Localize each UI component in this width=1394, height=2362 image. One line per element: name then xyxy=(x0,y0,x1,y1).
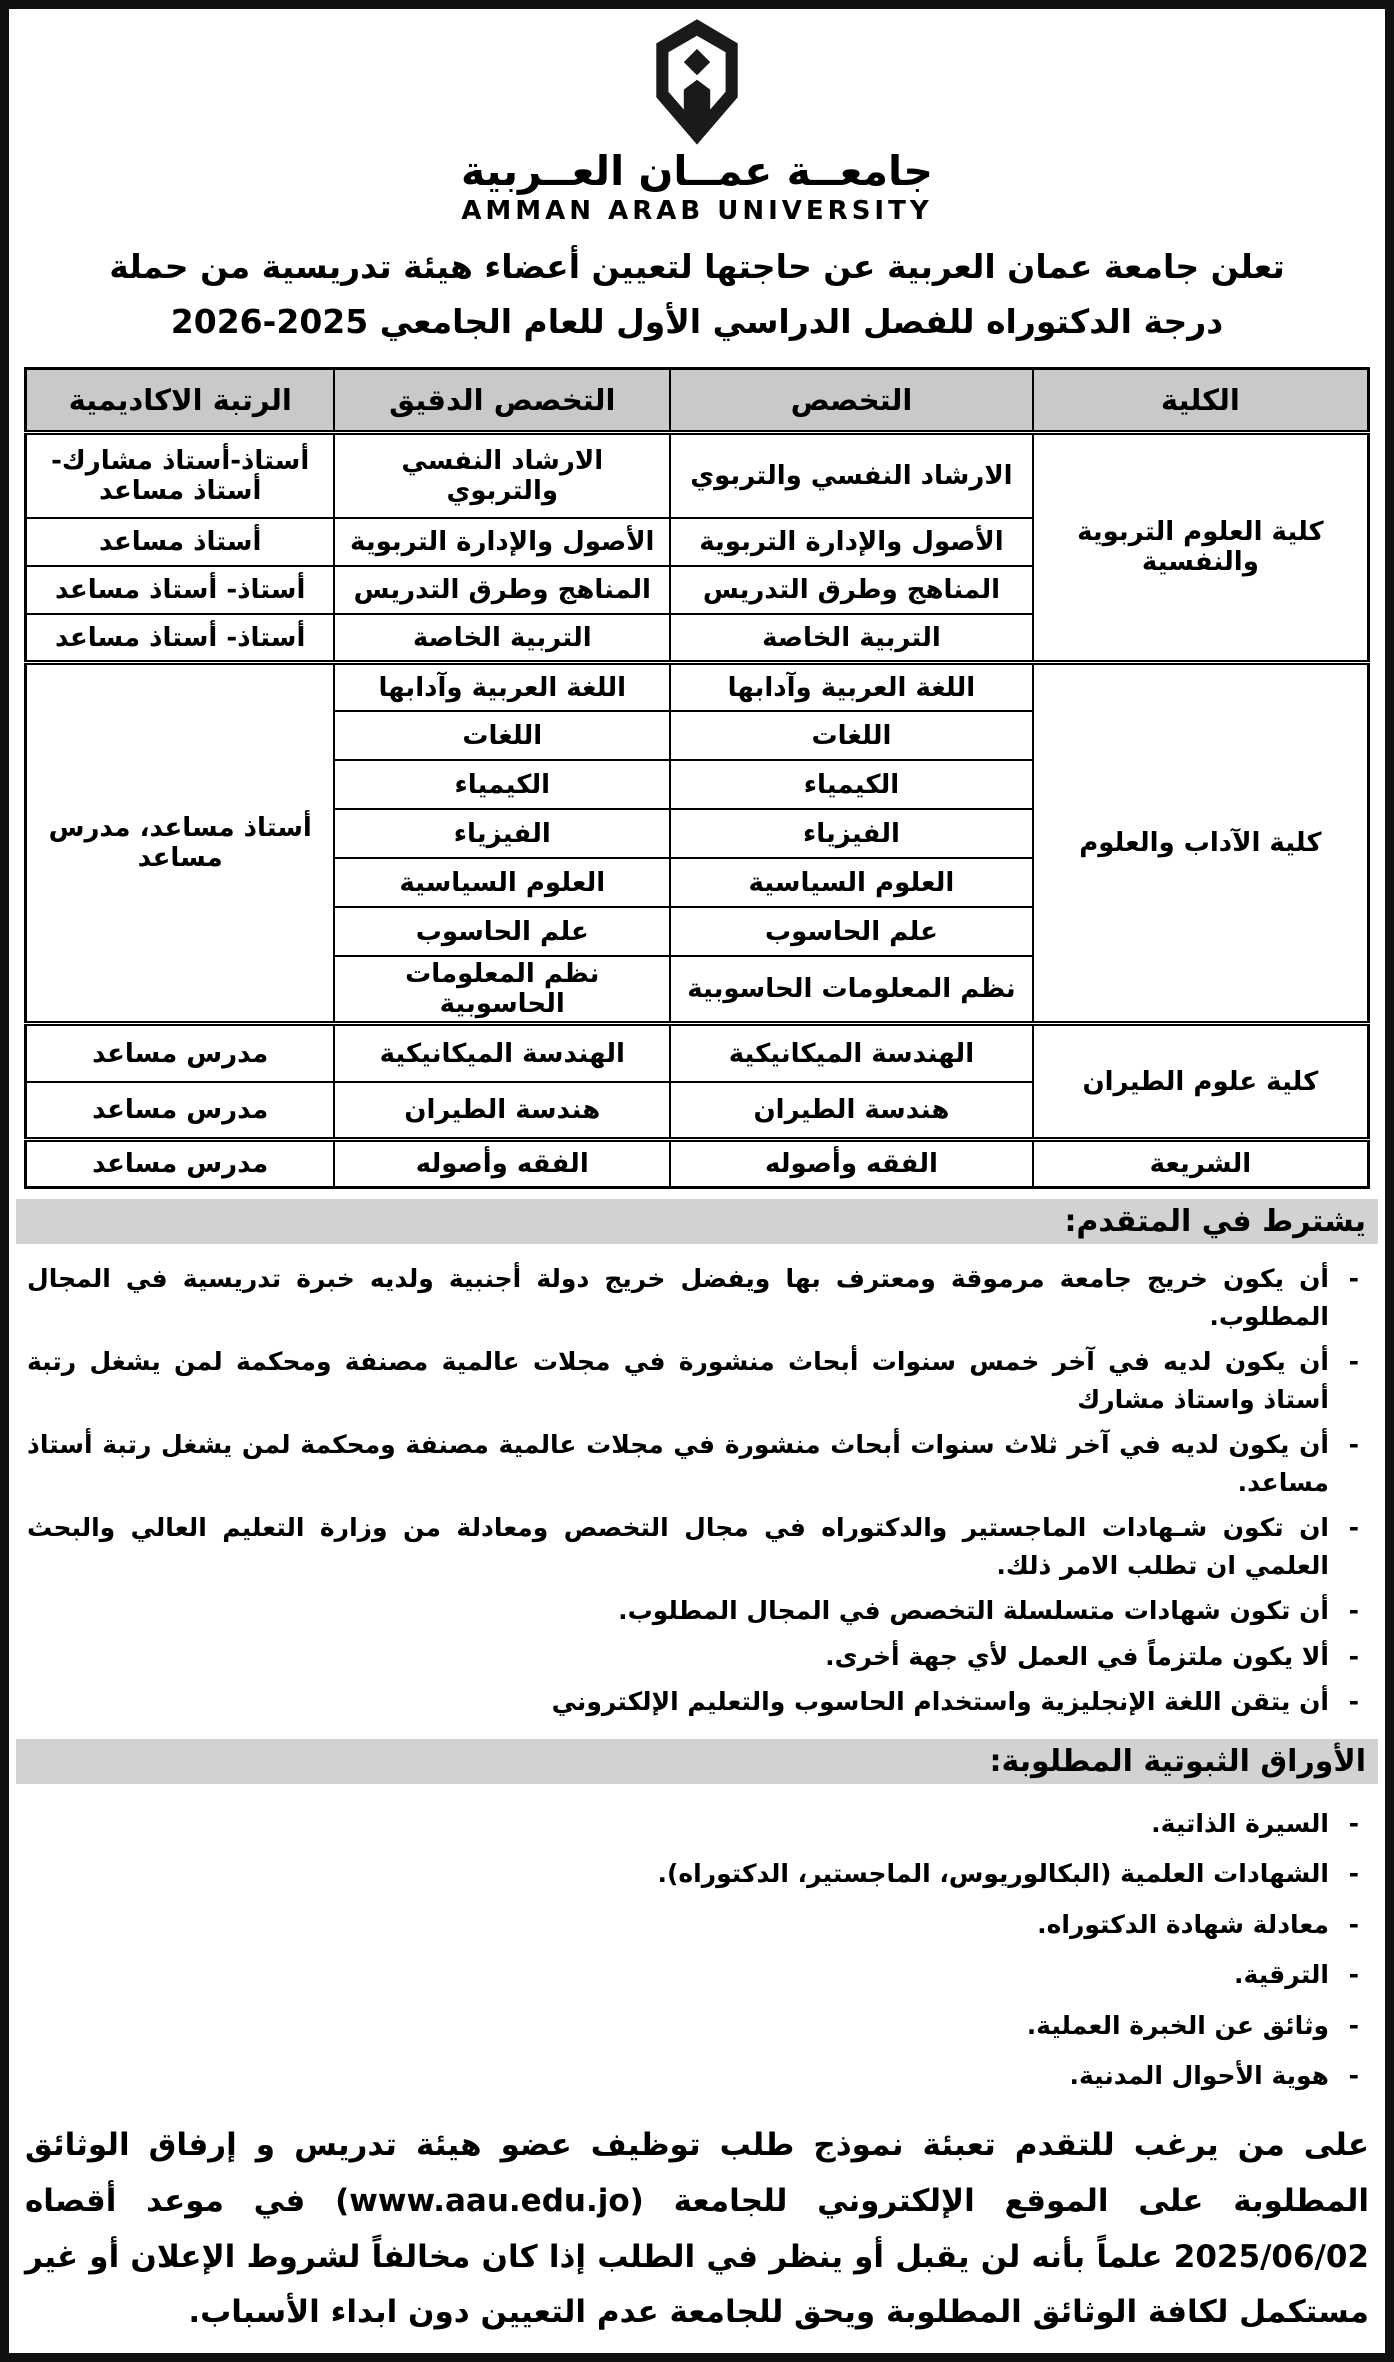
vacancies-table xyxy=(24,367,1370,1190)
document-item: - السيرة الذاتية. xyxy=(21,1805,1373,1843)
cell-specialization: اللغة العربية وآدابها xyxy=(670,662,1033,711)
cell-college: الشريعة xyxy=(1033,1140,1369,1188)
requirement-item: - أن تكون شهادات متسلسلة التخصص في المجال المطلوب. xyxy=(21,1592,1373,1630)
cell-rank: أستاذ- أستاذ مساعد xyxy=(26,566,335,614)
cell-precise: اللغات xyxy=(334,711,670,760)
cell-rank: أستاذ- أستاذ مساعد xyxy=(26,614,335,662)
cell-specialization: هندسة الطيران xyxy=(670,1082,1033,1140)
document-item: - الشهادات العلمية (البكالوريوس، الماجستير، الدكتوراه). xyxy=(21,1855,1373,1893)
application-instructions xyxy=(25,2118,1369,2341)
cell-rank: مدرس مساعد xyxy=(26,1082,335,1140)
cell-specialization: الهندسة الميكانيكية xyxy=(670,1024,1033,1082)
university-name-arabic: جامعــة عمــان العــربية xyxy=(461,147,933,195)
closing-text-before: على من يرغب للتقدم تعبئة نموذج طلب توظيف عضو هيئة تدريس و إرفاق الوثائق المطلوبة على الموقع الإلكتروني للجامعة ( xyxy=(25,2126,1369,2219)
documents-heading: الأوراق الثبوتية المطلوبة: xyxy=(16,1739,1378,1784)
cell-specialization: الكيمياء xyxy=(670,760,1033,809)
requirement-item: - أن يكون لديه في آخر خمس سنوات أبحاث منشورة في مجلات عالمية مصنفة ومحكمة لمن يشغل رتبة أستاذ واستاذ مشارك xyxy=(21,1343,1373,1418)
cell-precise: الفيزياء xyxy=(334,809,670,858)
cell-precise: الكيمياء xyxy=(334,760,670,809)
university-website-link[interactable]: www.aau.edu.jo xyxy=(349,2182,630,2219)
announcement-title: تعلن جامعة عمان العربية عن حاجتها لتعيين أعضاء هيئة تدريسية من حملة درجة الدكتوراه للفصل الدراسي الأول للعام الجامعي 2025-2026 xyxy=(109,247,1285,341)
cell-rank: مدرس مساعد xyxy=(26,1140,335,1188)
cell-precise: اللغة العربية وآدابها xyxy=(334,662,670,711)
header-precise-specialization: التخصص الدقيق xyxy=(334,368,670,432)
requirements-heading: يشترط في المتقدم: xyxy=(16,1199,1378,1244)
table-row xyxy=(26,1140,1369,1188)
document-item: - الترقية. xyxy=(21,1956,1373,1994)
header-specialization: التخصص xyxy=(670,368,1033,432)
cell-specialization: الفقه وأصوله xyxy=(670,1140,1033,1188)
cell-rank: مدرس مساعد xyxy=(26,1024,335,1082)
cell-specialization: علم الحاسوب xyxy=(670,907,1033,956)
cell-specialization: الارشاد النفسي والتربوي xyxy=(670,432,1033,518)
cell-precise: هندسة الطيران xyxy=(334,1082,670,1140)
cell-precise: علم الحاسوب xyxy=(334,907,670,956)
cell-college: كلية علوم الطيران xyxy=(1033,1024,1369,1140)
document-item: - هوية الأحوال المدنية. xyxy=(21,2057,1373,2095)
cell-precise: الارشاد النفسي والتربوي xyxy=(334,432,670,518)
university-header xyxy=(9,9,1385,226)
table-row xyxy=(26,432,1369,518)
cell-precise: المناهج وطرق التدريس xyxy=(334,566,670,614)
cell-specialization: الفيزياء xyxy=(670,809,1033,858)
accreditation-footer xyxy=(9,2353,1385,2362)
document-item: - معادلة شهادة الدكتوراه. xyxy=(21,1906,1373,1944)
cell-precise: العلوم السياسية xyxy=(334,858,670,907)
header-college: الكلية xyxy=(1033,368,1369,432)
closing-text-after: ) في موعد أقصاه 2025/06/02 علماً بأنه لن يقبل أو ينظر في الطلب إذا كان مخالفاً لشروط الإعلان أو غير مستكمل لكافة الوثائق المطلوبة ويحق للجامعة عدم التعيين دون ابداء الأسباب. xyxy=(25,2182,1369,2331)
header-rank: الرتبة الاكاديمية xyxy=(26,368,335,432)
cell-specialization: التربية الخاصة xyxy=(670,614,1033,662)
cell-college: كلية العلوم التربوية والنفسية xyxy=(1033,432,1369,662)
requirement-item: - أن يتقن اللغة الإنجليزية واستخدام الحاسوب والتعليم الإلكتروني xyxy=(21,1683,1373,1721)
cell-precise: الأصول والإدارة التربوية xyxy=(334,518,670,566)
requirement-item: - ان تكون شـهادات الماجستير والدكتوراه في مجال التخصص ومعادلة من وزارة التعليم العالي والبحث العلمي ان تطلب الامر ذلك. xyxy=(21,1509,1373,1584)
cell-precise: التربية الخاصة xyxy=(334,614,670,662)
aau-geometric-logo-icon xyxy=(9,17,1385,149)
cell-college: كلية الآداب والعلوم xyxy=(1033,662,1369,1024)
cell-specialization: المناهج وطرق التدريس xyxy=(670,566,1033,614)
table-header-row xyxy=(26,368,1369,432)
requirement-item: - ألا يكون ملتزماً في العمل لأي جهة أخرى. xyxy=(21,1638,1373,1676)
cell-specialization: اللغات xyxy=(670,711,1033,760)
cell-specialization: نظم المعلومات الحاسوبية xyxy=(670,956,1033,1024)
requirement-item: - أن يكون لديه في آخر ثلاث سنوات أبحاث منشورة في مجلات عالمية مصنفة ومحكمة لمن يشغل رتبة أستاذ مساعد. xyxy=(21,1426,1373,1501)
cell-specialization: العلوم السياسية xyxy=(670,858,1033,907)
requirement-item: - أن يكون خريج جامعة مرموقة ومعترف بها ويفضل خريج دولة أجنبية ولديه خبرة تدريسية في المجال المطلوب. xyxy=(21,1260,1373,1335)
cell-specialization: الأصول والإدارة التربوية xyxy=(670,518,1033,566)
table-row xyxy=(26,1024,1369,1082)
cell-rank: أستاذ-أستاذ مشارك- أستاذ مساعد xyxy=(26,432,335,518)
cell-rank: أستاذ مساعد xyxy=(26,518,335,566)
cell-precise: الهندسة الميكانيكية xyxy=(334,1024,670,1082)
table-row xyxy=(26,662,1369,711)
university-name-english: AMMAN ARAB UNIVERSITY xyxy=(461,196,933,227)
documents-list xyxy=(21,1792,1373,2108)
cell-rank: أستاذ مساعد، مدرس مساعد xyxy=(26,662,335,1024)
requirements-list xyxy=(21,1252,1373,1729)
cell-precise: نظم المعلومات الحاسوبية xyxy=(334,956,670,1024)
document-item: - وثائق عن الخبرة العملية. xyxy=(21,2007,1373,2045)
cell-precise: الفقه وأصوله xyxy=(334,1140,670,1188)
